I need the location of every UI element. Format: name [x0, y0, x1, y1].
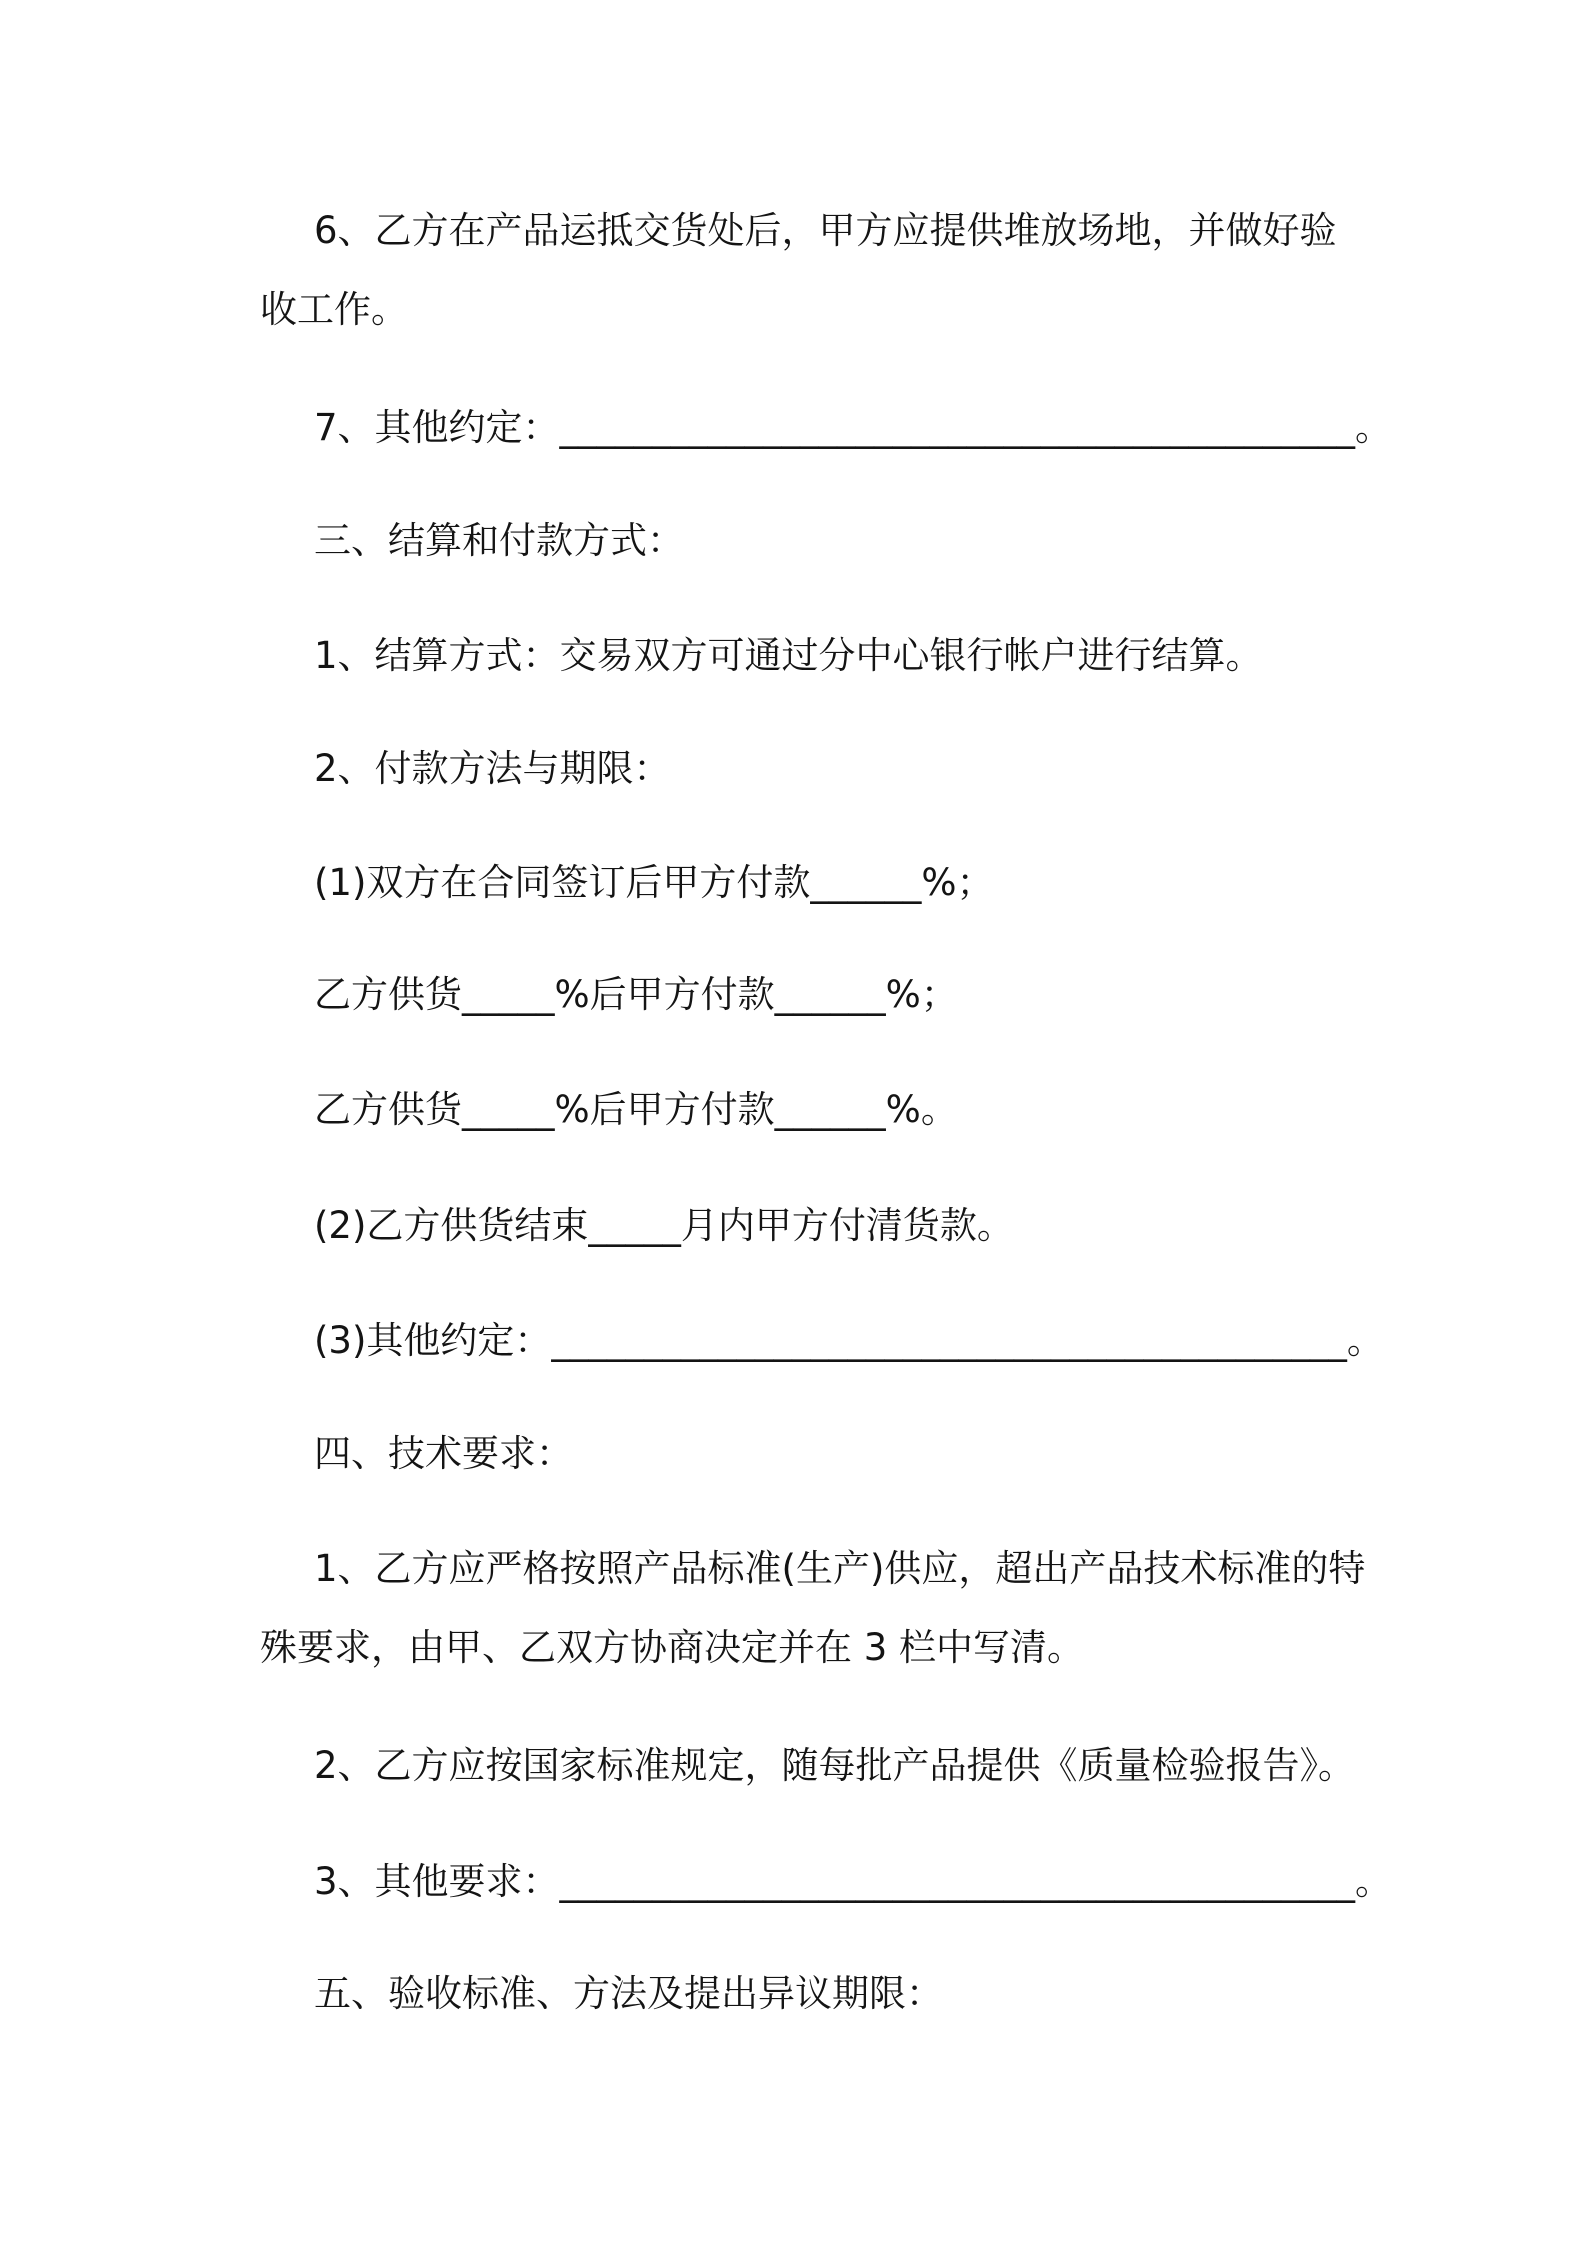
payment-term-1-installment-b: 乙方供货_____%后甲方付款______%。	[314, 1088, 958, 1131]
technical-requirement-1-line-1: 1、乙方应严格按照产品标准(生产)供应，超出产品技术标准的特	[314, 1547, 1366, 1590]
technical-requirement-2: 2、乙方应按国家标准规定，随每批产品提供《质量检验报告》。	[314, 1744, 1356, 1787]
payment-term-3-other-terms: (3)其他约定：___________________________________________。	[314, 1319, 1384, 1362]
payment-term-1: (1)双方在合同签订后甲方付款______%；	[314, 861, 994, 904]
clause-6-line-1: 6、乙方在产品运抵交货处后，甲方应提供堆放场地，并做好验	[314, 209, 1337, 252]
section-5-heading: 五、验收标准、方法及提出异议期限：	[314, 1972, 943, 2015]
payment-terms-heading: 2、付款方法与期限：	[314, 747, 671, 790]
settlement-method-clause: 1、结算方式：交易双方可通过分中心银行帐户进行结算。	[314, 634, 1263, 677]
section-4-heading: 四、技术要求：	[314, 1432, 573, 1475]
technical-requirement-1-line-2: 殊要求，由甲、乙双方协商决定并在 3 栏中写清。	[260, 1626, 1085, 1669]
technical-requirement-3-other: 3、其他要求：___________________________________________。	[314, 1860, 1393, 1903]
payment-term-2: (2)乙方供货结束_____月内甲方付清货款。	[314, 1204, 1014, 1247]
payment-term-1-installment-a: 乙方供货_____%后甲方付款______%；	[314, 973, 958, 1016]
clause-7-other-terms: 7、其他约定：___________________________________________。	[314, 406, 1393, 449]
clause-6-line-2: 收工作。	[260, 288, 408, 331]
section-3-heading: 三、结算和付款方式：	[314, 519, 684, 562]
